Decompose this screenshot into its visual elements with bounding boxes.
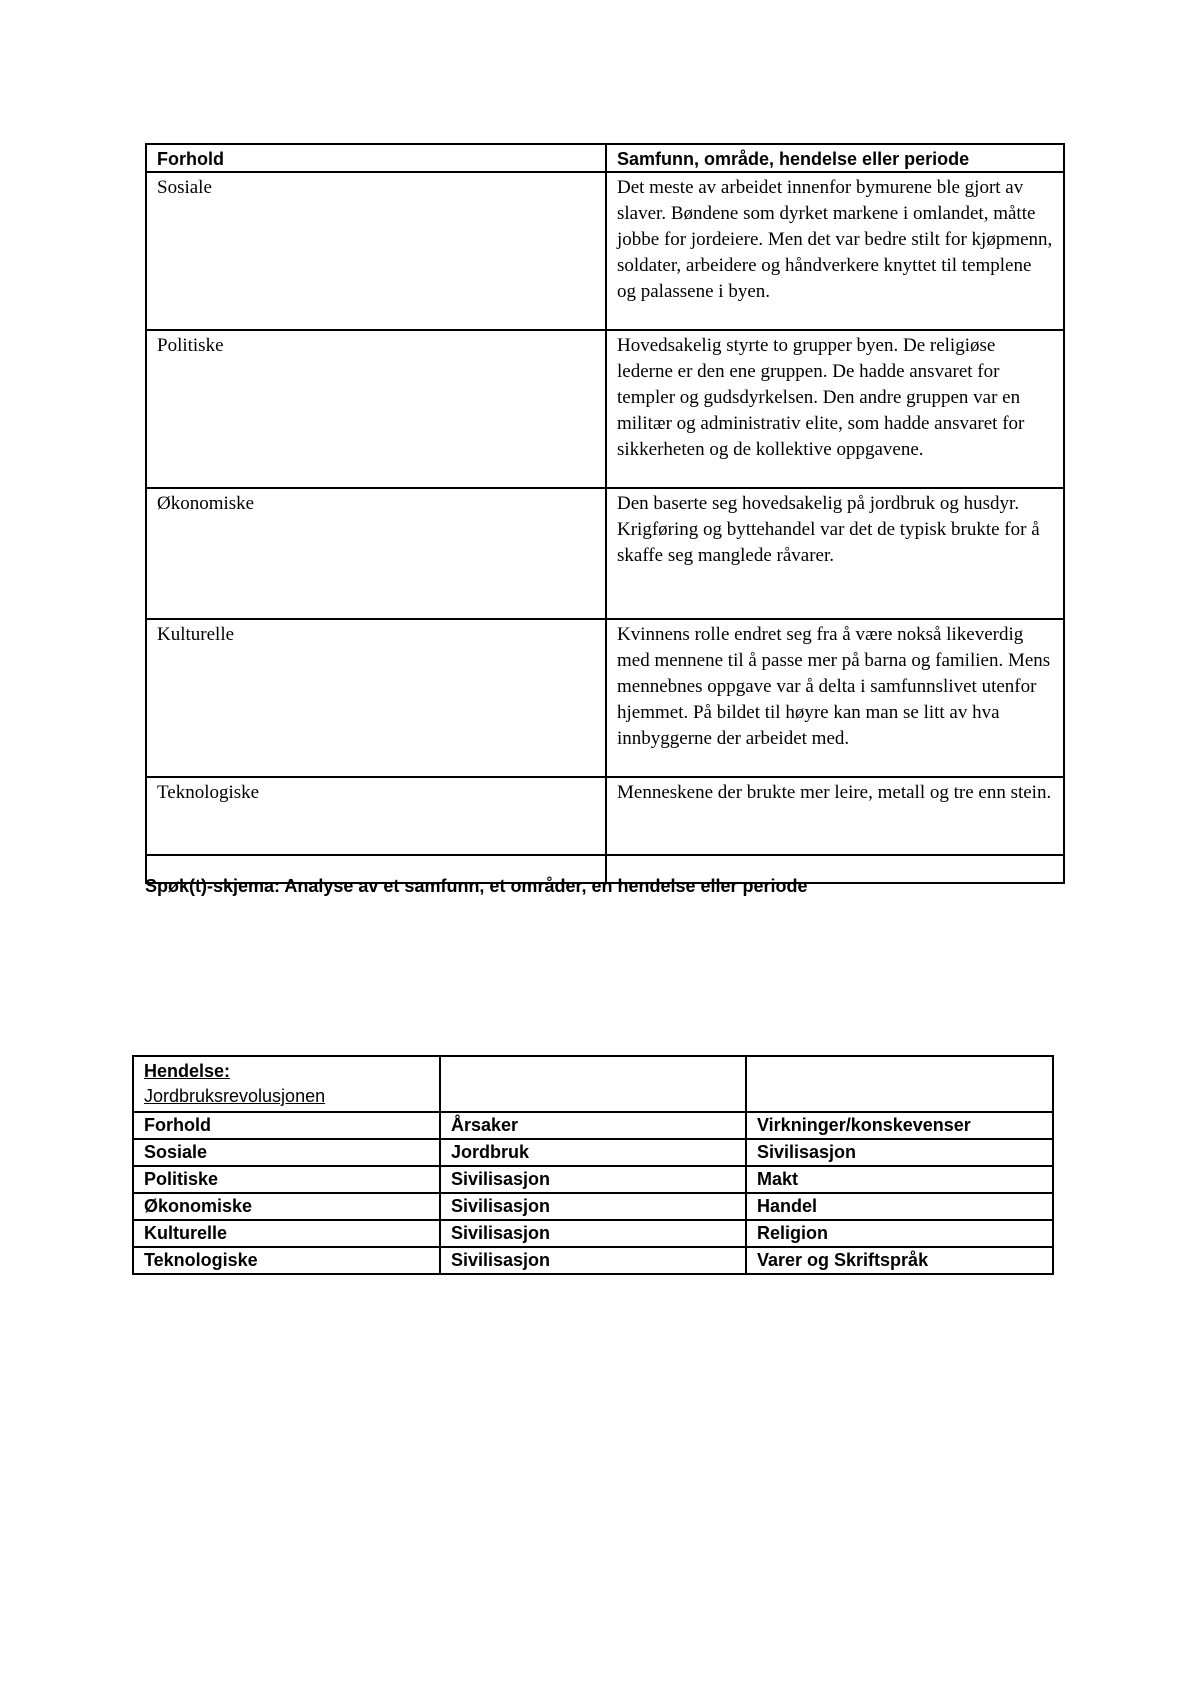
table-row [133, 1247, 1053, 1274]
forhold-cell: Kulturelle [133, 1220, 440, 1247]
table-row [146, 777, 1064, 855]
header-forhold: Forhold [146, 144, 606, 172]
event-value: Jordbruksrevolusjonen [144, 1086, 326, 1106]
header-virkninger: Virkninger/konskevenser [746, 1112, 1053, 1139]
event-table [132, 1055, 1054, 1275]
table-row [133, 1220, 1053, 1247]
virkning-cell: Religion [746, 1220, 1053, 1247]
row-label: Sosiale [146, 172, 606, 330]
arsak-cell: Sivilisasjon [440, 1247, 746, 1274]
row-description: Den baserte seg hovedsakelig på jordbruk og husdyr. Krigføring og byttehandel var det de typisk brukte for å skaffe seg manglede råvarer. [606, 488, 1064, 619]
row-description: Menneskene der brukte mer leire, metall og tre enn stein. [606, 777, 1064, 855]
analysis-table [145, 143, 1065, 884]
table-row [146, 619, 1064, 777]
table-row [133, 1193, 1053, 1220]
table-row [133, 1166, 1053, 1193]
forhold-cell: Politiske [133, 1166, 440, 1193]
virkning-cell: Makt [746, 1166, 1053, 1193]
virkning-cell: Handel [746, 1193, 1053, 1220]
analysis-table-header-row [146, 144, 1064, 172]
forhold-cell: Teknologiske [133, 1247, 440, 1274]
table-row [146, 330, 1064, 488]
virkning-cell: Sivilisasjon [746, 1139, 1053, 1166]
row-description: Det meste av arbeidet innenfor bymurene ble gjort av slaver. Bøndene som dyrket markene i omlandet, måtte jobbe for jordeiere. Men det var bedre stilt for kjøpmenn, soldater, arbeidere og håndverkere knyttet til templene og palassene i byen. [606, 172, 1064, 330]
arsak-cell: Jordbruk [440, 1139, 746, 1166]
forhold-cell: Sosiale [133, 1139, 440, 1166]
table-row [133, 1139, 1053, 1166]
row-description: Kvinnens rolle endret seg fra å være nokså likeverdig med mennene til å passe mer på barna og familien. Mens mennebnes oppgave var å delta i samfunnslivet utenfor hjemmet. På bildet til høyre kan man se litt av hva innbyggerne der arbeidet med. [606, 619, 1064, 777]
table-row [146, 488, 1064, 619]
event-label: Hendelse: [144, 1061, 231, 1081]
arsak-cell: Sivilisasjon [440, 1166, 746, 1193]
row-label: Politiske [146, 330, 606, 488]
header-arsaker: Årsaker [440, 1112, 746, 1139]
row-description: Hovedsakelig styrte to grupper byen. De religiøse lederne er den ene gruppen. De hadde ansvaret for templer og gudsdyrkelsen. Den andre gruppen var en militær og administrativ elite, som hadde ansvaret for sikkerheten og de kollektive oppgavene. [606, 330, 1064, 488]
arsak-cell: Sivilisasjon [440, 1220, 746, 1247]
table-row [146, 172, 1064, 330]
virkning-cell: Varer og Skriftspråk [746, 1247, 1053, 1274]
row-label: Kulturelle [146, 619, 606, 777]
arsak-cell: Sivilisasjon [440, 1193, 746, 1220]
header-samfunn: Samfunn, område, hendelse eller periode [606, 144, 1064, 172]
event-table-header-row [133, 1112, 1053, 1139]
empty-cell [746, 1056, 1053, 1112]
event-cell [133, 1056, 440, 1112]
header-forhold: Forhold [133, 1112, 440, 1139]
empty-cell [440, 1056, 746, 1112]
table-caption: Spøk(t)-skjema: Analyse av et samfunn, et områder, en hendelse eller periode [145, 876, 808, 896]
event-title-row [133, 1056, 1053, 1112]
row-label: Økonomiske [146, 488, 606, 619]
row-label: Teknologiske [146, 777, 606, 855]
forhold-cell: Økonomiske [133, 1193, 440, 1220]
